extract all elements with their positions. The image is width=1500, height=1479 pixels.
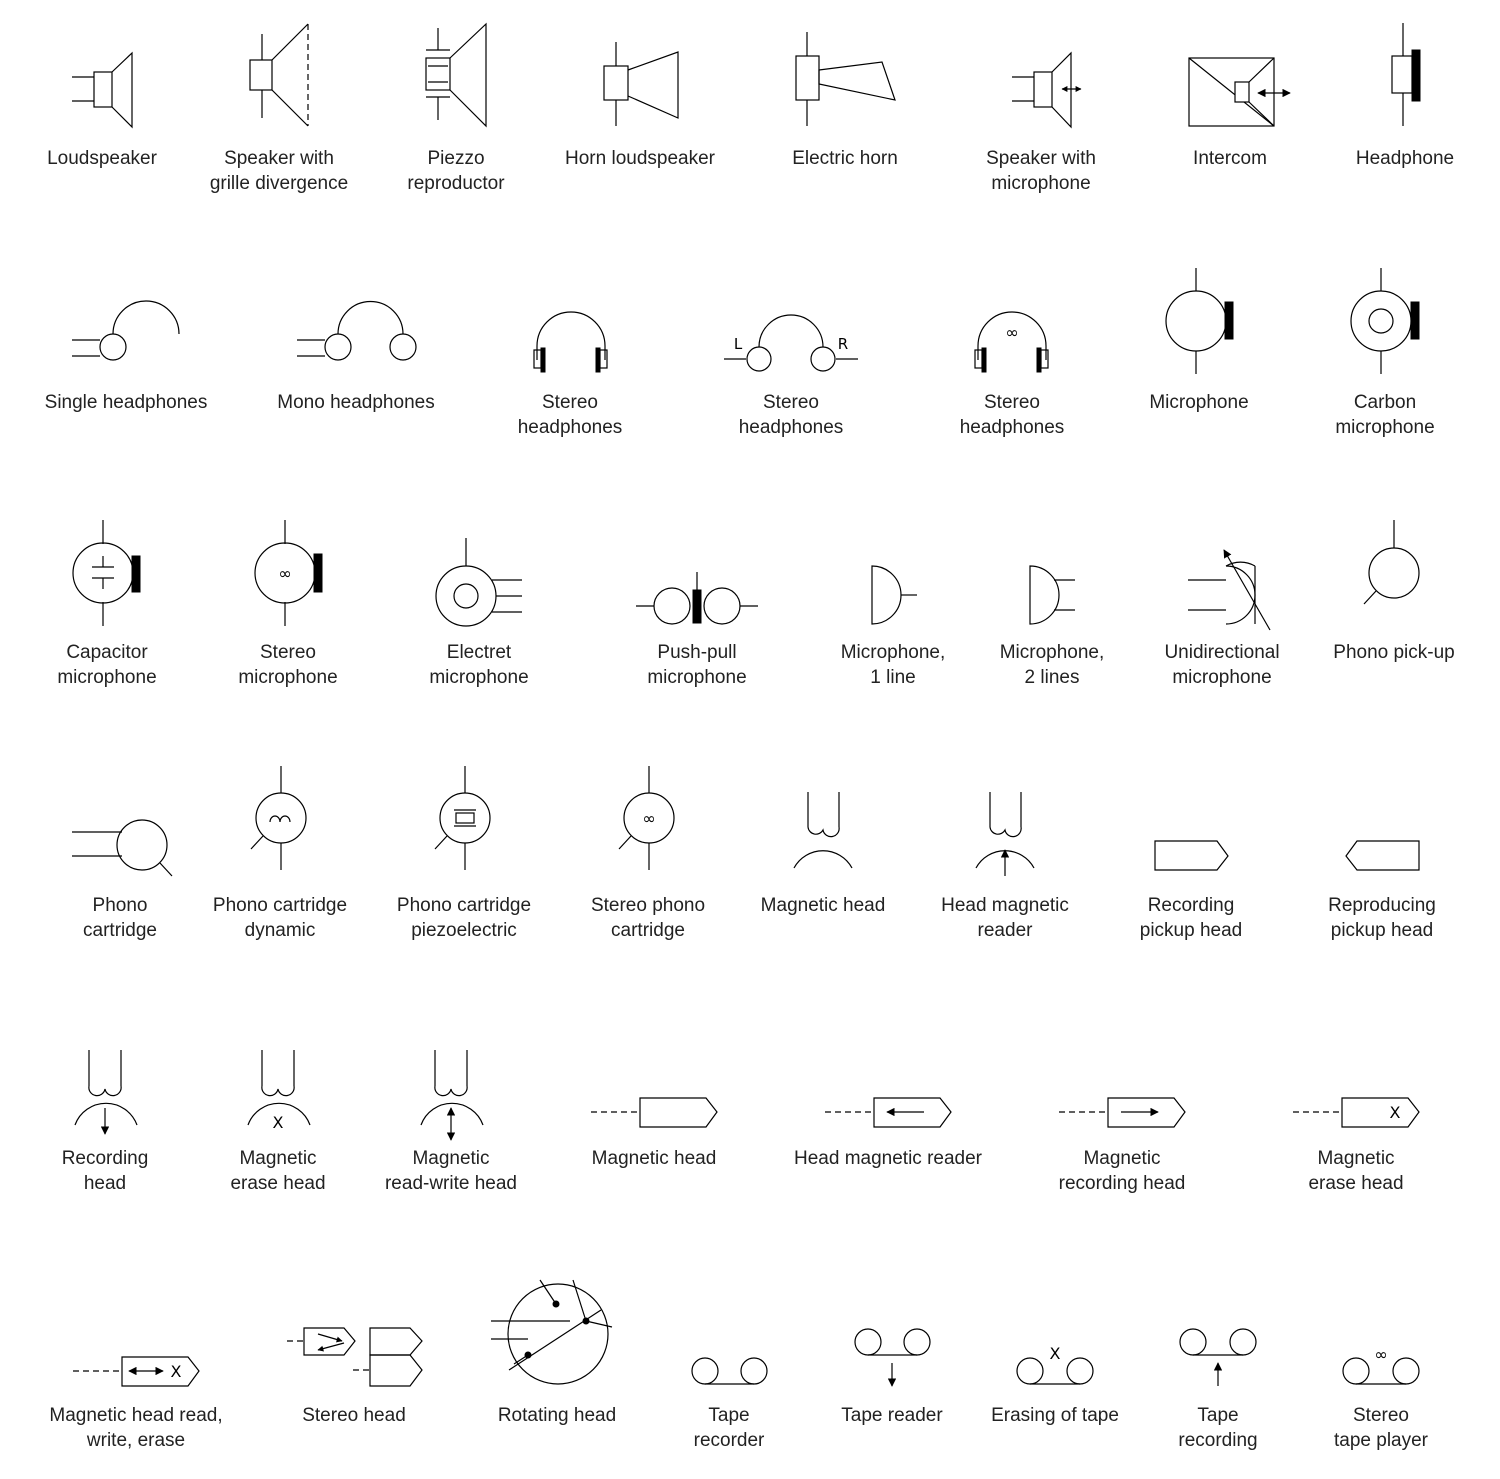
symbol-label-head-magnetic-reader-1: Head magnetic reader: [941, 895, 1069, 941]
reproducing-pickup-head-icon: [1346, 841, 1419, 870]
head-magnetic-reader-1-icon: [976, 792, 1034, 876]
symbol-label-push-pull-microphone: Push-pull microphone: [647, 642, 747, 688]
piezzo-reproductor-icon: [426, 24, 486, 126]
symbol-label-tape-recorder: Tape recorder: [693, 1405, 765, 1451]
symbol-label-erasing-of-tape: Erasing of tape: [991, 1405, 1119, 1426]
symbol-label-magnetic-erase-head-2: Magnetic erase head: [1308, 1148, 1404, 1194]
intercom-icon: [1189, 58, 1290, 126]
magnetic-read-write-head-icon: [421, 1050, 483, 1140]
symbol-label-unidirectional-microphone: Unidirectional microphone: [1164, 642, 1280, 688]
symbol-label-phono-cartridge: Phono cartridge: [83, 895, 157, 941]
right-channel-mark: R: [837, 335, 849, 353]
symbol-label-stereo-headphones-3: Stereo headphones: [959, 392, 1065, 438]
symbol-label-capacitor-microphone: Capacitor microphone: [57, 642, 157, 688]
symbol-label-piezzo: Piezzo reproductor: [407, 148, 505, 194]
symbol-label-magnetic-head-rwe: Magnetic head read, write, erase: [49, 1405, 223, 1451]
symbol-label-tape-reader: Tape reader: [841, 1405, 943, 1426]
stereo-headphones-1-icon: [534, 312, 607, 372]
phono-cartridge-icon: [72, 820, 172, 876]
symbol-label-phono-cartridge-piezo: Phono cartridge piezoelectric: [396, 895, 532, 941]
stereo-mark: ∞: [278, 564, 292, 583]
stereo-headphones-3-icon: [975, 312, 1048, 372]
stereo-microphone-icon: [255, 520, 322, 626]
symbol-label-stereo-microphone: Stereo microphone: [238, 642, 338, 688]
speaker-grille-divergence-icon: [250, 24, 308, 126]
magnetic-erase-head-1-icon: [248, 1050, 310, 1132]
stereo-tape-player-icon: [1343, 1345, 1419, 1384]
symbol-label-magnetic-head-2: Magnetic head: [591, 1148, 717, 1169]
symbol-label-loudspeaker: Loudspeaker: [47, 148, 157, 169]
microphone-icon: [1166, 268, 1233, 374]
capacitor-microphone-icon: [73, 520, 140, 626]
stereo-head-icon: [287, 1328, 422, 1386]
erasing-of-tape-icon: [1017, 1344, 1093, 1384]
stereo-mark: ∞: [642, 809, 656, 828]
stereo-mark: ∞: [1374, 1345, 1388, 1364]
magnetic-head-rwe-icon: [73, 1357, 199, 1386]
single-headphones-icon: [72, 301, 179, 360]
left-channel-mark: L: [733, 335, 743, 353]
microphone-1-line-icon: [872, 566, 917, 624]
symbol-label-magnetic-head-1: Magnetic head: [760, 895, 886, 916]
carbon-microphone-icon: [1351, 268, 1419, 374]
unidirectional-microphone-icon: [1188, 550, 1270, 630]
erase-mark: X: [170, 1362, 182, 1381]
symbol-label-mono-headphones: Mono headphones: [277, 392, 435, 413]
symbol-label-speaker-microphone: Speaker with microphone: [986, 148, 1096, 194]
magnetic-head-2-icon: [591, 1098, 717, 1127]
headphone-icon: [1392, 23, 1420, 126]
stereo-phono-cartridge-icon: [619, 766, 674, 870]
symbol-label-single-headphones: Single headphones: [44, 392, 208, 413]
symbol-label-headphone: Headphone: [1355, 148, 1455, 169]
symbol-label-microphone: Microphone: [1149, 392, 1249, 413]
erase-mark: X: [1049, 1344, 1061, 1363]
phono-pickup-icon: [1364, 520, 1419, 604]
symbol-label-recording-head: Recording head: [61, 1148, 149, 1194]
symbol-label-microphone-1-line: Microphone, 1 line: [840, 642, 946, 688]
symbol-label-magnetic-erase-head-1: Magnetic erase head: [230, 1148, 326, 1194]
symbol-label-microphone-2-lines: Microphone, 2 lines: [999, 642, 1105, 688]
magnetic-head-1-icon: [794, 792, 852, 868]
head-magnetic-reader-2-icon: [825, 1098, 951, 1127]
tape-reader-icon: [855, 1329, 930, 1386]
symbol-label-magnetic-read-write-head: Magnetic read-write head: [384, 1148, 518, 1194]
symbol-label-speaker-grille: Speaker with grille divergence: [209, 148, 349, 194]
symbol-label-carbon-microphone: Carbon microphone: [1335, 392, 1435, 438]
electric-horn-icon: [796, 32, 895, 126]
phono-cartridge-dynamic-icon: [251, 766, 306, 870]
symbol-label-rotating-head: Rotating head: [497, 1405, 617, 1426]
electret-microphone-icon: [436, 538, 522, 626]
push-pull-microphone-icon: [636, 572, 758, 624]
recording-pickup-head-icon: [1155, 841, 1228, 870]
symbol-label-horn-loudspeaker: Horn loudspeaker: [565, 148, 715, 169]
tape-recording-icon: [1180, 1329, 1256, 1386]
microphone-2-lines-icon: [1030, 566, 1075, 624]
symbol-label-stereo-tape-player: Stereo tape player: [1333, 1405, 1429, 1451]
magnetic-erase-head-2-icon: [1293, 1098, 1419, 1127]
mono-headphones-icon: [297, 302, 416, 361]
speaker-microphone-icon: [1012, 53, 1081, 127]
symbol-label-stereo-headphones-2: Stereo headphones: [738, 392, 844, 438]
symbol-label-phono-cartridge-dynamic: Phono cartridge dynamic: [212, 895, 348, 941]
symbol-label-recording-pickup-head: Recording pickup head: [1139, 895, 1243, 941]
symbol-label-electric-horn: Electric horn: [792, 148, 898, 169]
erase-mark: X: [272, 1113, 284, 1132]
symbol-label-phono-pickup: Phono pick-up: [1333, 642, 1455, 663]
tape-recorder-icon: [692, 1358, 767, 1384]
symbol-label-intercom: Intercom: [1193, 148, 1267, 169]
erase-mark: X: [1389, 1103, 1401, 1122]
stereo-mark: ∞: [1005, 323, 1019, 342]
symbol-label-electret-microphone: Electret microphone: [429, 642, 529, 688]
phono-cartridge-piezoelectric-icon: [435, 766, 490, 870]
symbol-label-reproducing-pickup-head: Reproducing pickup head: [1328, 895, 1436, 941]
stereo-headphones-2-icon: [724, 315, 858, 371]
symbol-label-magnetic-recording-head: Magnetic recording head: [1058, 1148, 1186, 1194]
horn-loudspeaker-icon: [604, 42, 678, 126]
magnetic-recording-head-icon: [1059, 1098, 1185, 1127]
symbol-label-stereo-head: Stereo head: [302, 1405, 406, 1426]
recording-head-icon: [75, 1050, 137, 1134]
loudspeaker-icon: [72, 53, 132, 127]
symbol-label-stereo-phono-cartridge: Stereo phono cartridge: [590, 895, 706, 941]
symbol-label-tape-recording: Tape recording: [1178, 1405, 1258, 1451]
symbol-label-head-magnetic-reader-2: Head magnetic reader: [794, 1148, 982, 1169]
symbol-label-stereo-headphones-1: Stereo headphones: [517, 392, 623, 438]
rotating-head-icon: [491, 1280, 612, 1384]
